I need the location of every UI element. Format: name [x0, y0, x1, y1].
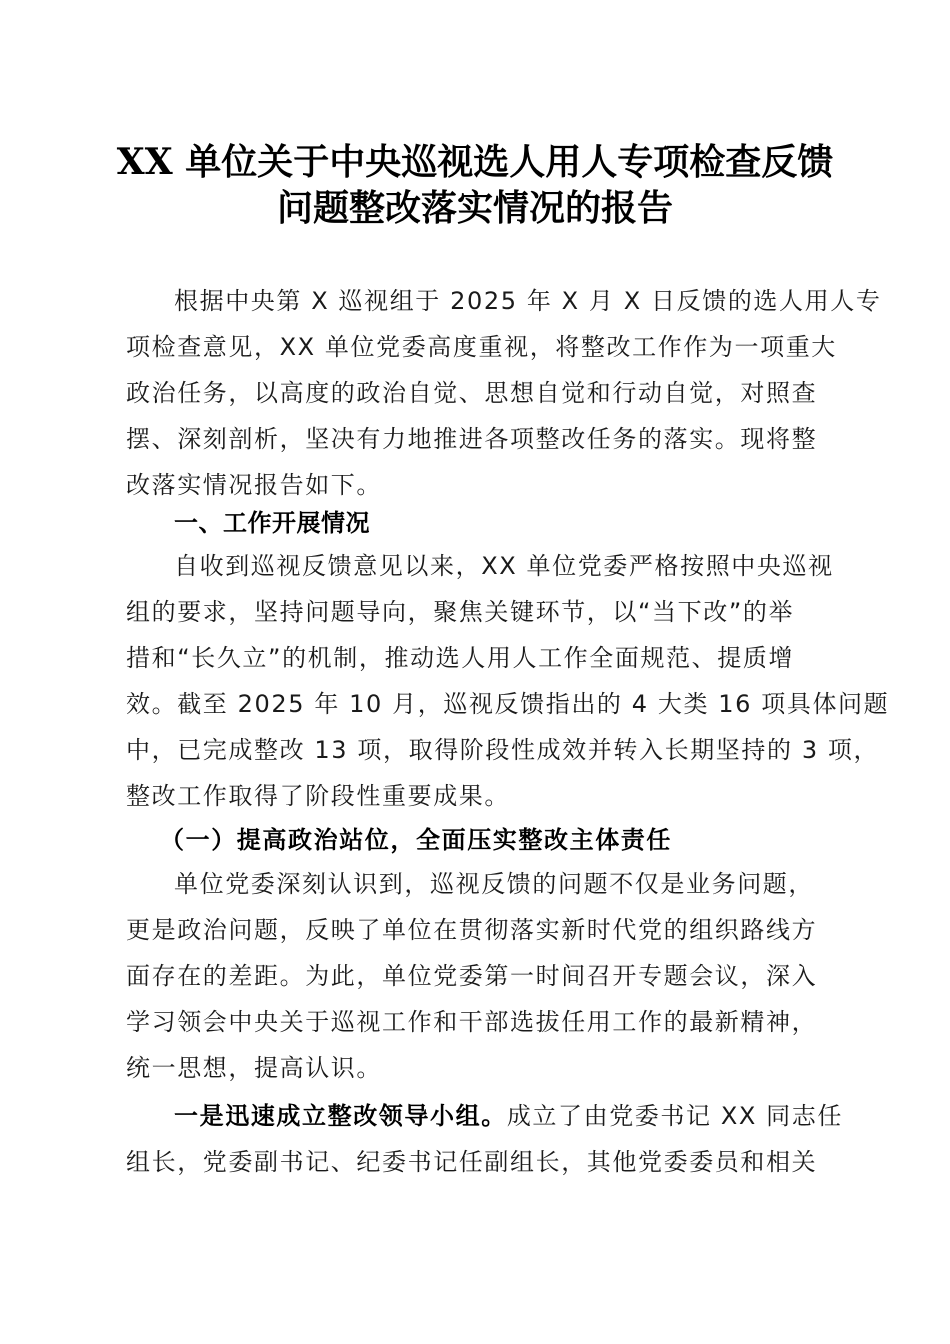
- point-body-text: 成立了由党委书记 XX 同志任: [506, 1102, 843, 1130]
- paragraph-line: 统一思想，提高认识。: [126, 1054, 382, 1082]
- paragraph-line: 措和“长久立”的机制，推动选人用人工作全面规范、提质增: [126, 644, 795, 672]
- paragraph-line: 整改工作取得了阶段性重要成果。: [126, 782, 510, 810]
- paragraph-line: 项检查意见，XX 单位党委高度重视，将整改工作作为一项重大: [126, 333, 837, 361]
- section-heading-2: （一）提高政治站位，全面压实整改主体责任: [160, 825, 672, 854]
- paragraph-line: 更是政治问题，反映了单位在贯彻落实新时代党的组织路线方: [126, 916, 818, 944]
- paragraph-line: 改落实情况报告如下。: [126, 471, 382, 499]
- paragraph-line: 中，已完成整改 13 项，取得阶段性成效并转入长期坚持的 3 项，: [126, 736, 880, 764]
- document-title-line-1: XX 单位关于中央巡视选人用人专项检查反馈: [116, 141, 834, 183]
- paragraph-line: 摆、深刻剖析，坚决有力地推进各项整改任务的落实。现将整: [126, 425, 818, 453]
- paragraph-line: 组长，党委副书记、纪委书记任副组长，其他党委委员和相关: [126, 1148, 818, 1176]
- paragraph-line: 根据中央第 X 巡视组于 2025 年 X 月 X 日反馈的选人用人专: [174, 287, 882, 315]
- paragraph-line: 组的要求，坚持问题导向，聚焦关键环节，以“当下改”的举: [126, 598, 795, 626]
- paragraph-line: [174, 1100, 874, 1132]
- document-title-line-2: 问题整改落实情况的报告: [276, 187, 673, 229]
- section-heading-1: 一、工作开展情况: [174, 509, 370, 537]
- paragraph-line: 效。截至 2025 年 10 月，巡视反馈指出的 4 大类 16 项具体问题: [126, 690, 890, 718]
- paragraph-line: 学习领会中央关于巡视工作和干部选拔任用工作的最新精神，: [126, 1008, 818, 1036]
- paragraph-line: 政治任务，以高度的政治自觉、思想自觉和行动自觉，对照查: [126, 379, 818, 407]
- paragraph-line: 面存在的差距。为此，单位党委第一时间召开专题会议，深入: [126, 962, 818, 990]
- point-lead-text: 一是迅速成立整改领导小组。: [174, 1102, 507, 1130]
- paragraph-line: 自收到巡视反馈意见以来，XX 单位党委严格按照中央巡视: [174, 552, 834, 580]
- paragraph-line: 单位党委深刻认识到，巡视反馈的问题不仅是业务问题，: [174, 870, 814, 898]
